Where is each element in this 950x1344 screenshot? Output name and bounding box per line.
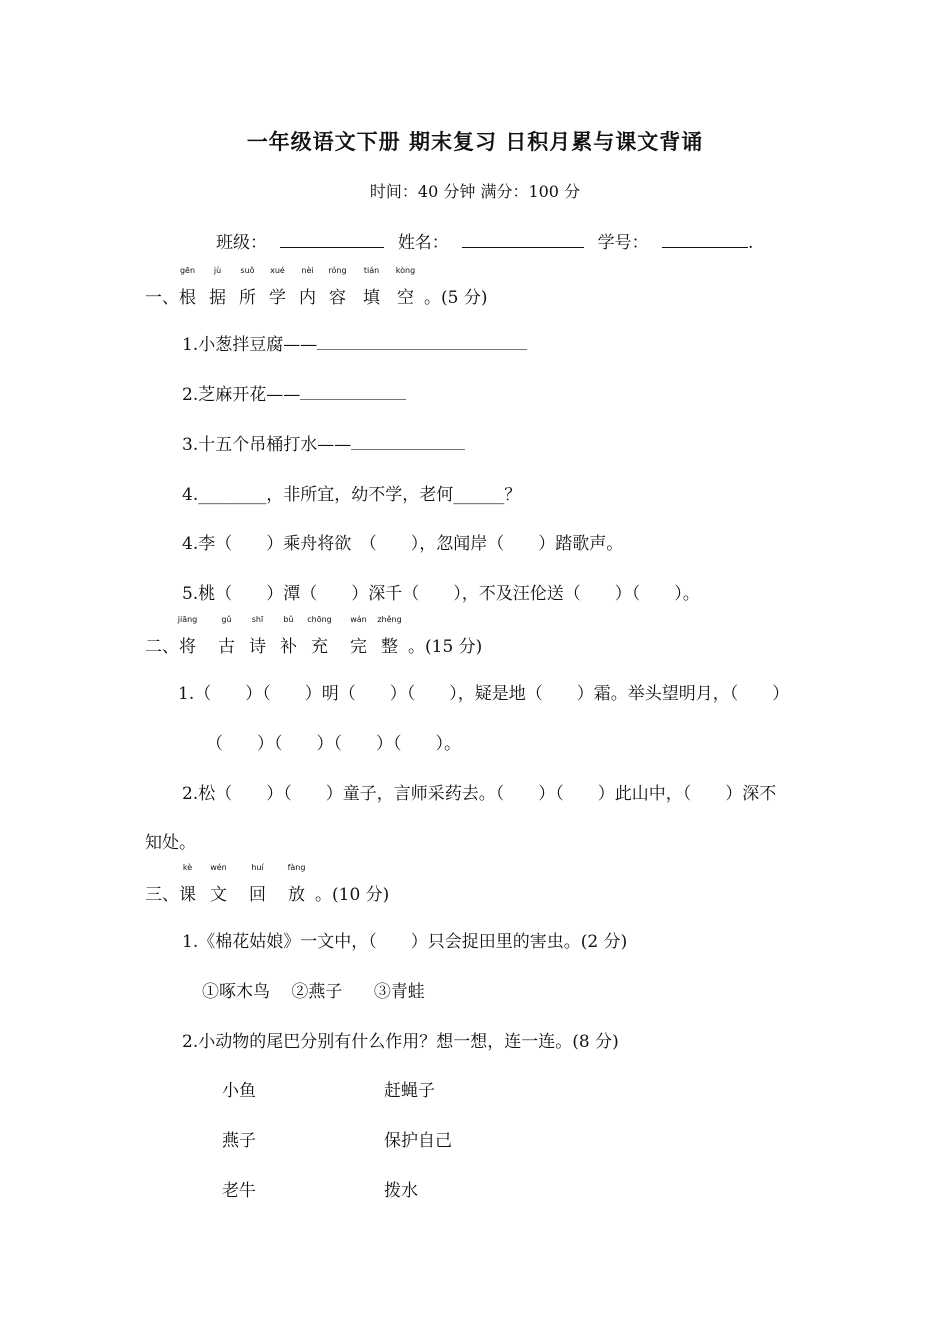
section-3-char: [287, 863, 306, 905]
match-right-3[interactable]: 拨水: [384, 1181, 418, 1201]
match-right-1[interactable]: 赶蝇子: [384, 1081, 435, 1101]
section-1-hanzi: 空: [397, 288, 414, 308]
exam-time-score: 时间：40 分钟 满分：100 分: [369, 182, 581, 201]
s2-q1-line2: （ ）（ ）（ ）（ ）。: [206, 734, 461, 754]
section-1-number: 一、: [145, 288, 179, 308]
section-3-char: [179, 863, 196, 905]
section-2-points: 。(15 分): [408, 637, 483, 657]
s1-q1-blank[interactable]: [317, 335, 527, 350]
option-b[interactable]: ②燕子: [291, 982, 343, 1002]
section-3-heading: [145, 863, 390, 905]
section-1-pinyin: nèi: [301, 266, 314, 275]
section-2-hanzi: 完: [350, 637, 367, 657]
id-blank[interactable]: [662, 233, 748, 248]
s1-q2-blank[interactable]: [300, 385, 406, 400]
section-2-pinyin: chōng: [307, 615, 332, 624]
section-2-pinyin: zhěng: [377, 615, 402, 624]
section-1-pinyin: kòng: [395, 266, 416, 275]
section-2-hanzi: 补: [280, 637, 297, 657]
section-1-hanzi: 内: [299, 288, 316, 308]
section-3-hanzi: 回: [249, 885, 266, 905]
section-1-char: [209, 266, 226, 308]
s1-q1: [182, 330, 527, 355]
section-1-hanzi: 学: [269, 288, 286, 308]
section-3-pinyin: huí: [251, 863, 264, 872]
section-3-points: 。(10 分): [315, 885, 390, 905]
section-3-pinyin: kè: [182, 863, 193, 872]
section-2-char: [307, 615, 332, 657]
section-2-char: [377, 615, 402, 657]
section-2-hanzi: 古: [218, 637, 235, 657]
s1-q3: [182, 430, 465, 455]
section-3-hanzi: 课: [179, 885, 196, 905]
section-2-char: [177, 615, 198, 657]
section-1-pinyin: xué: [270, 266, 285, 275]
section-2-heading: [145, 615, 483, 657]
section-3-hanzi: 放: [288, 885, 305, 905]
s1-q3-blank[interactable]: [351, 435, 465, 450]
class-blank[interactable]: [280, 233, 384, 248]
s3-q2: 2.小动物的尾巴分别有什么作用？想一想，连一连。(8 分): [182, 1032, 619, 1052]
section-3-hanzi: 文: [210, 885, 227, 905]
page-title: 一年级语文下册 期末复习 日积月累与课文背诵: [246, 130, 704, 154]
section-1-pinyin: gēn: [179, 266, 196, 275]
section-2-hanzi: 充: [311, 637, 328, 657]
option-c[interactable]: ③青蛙: [373, 982, 425, 1002]
section-1-pinyin: róng: [328, 266, 347, 275]
section-1-char: [395, 266, 416, 308]
section-2-hanzi: 整: [381, 637, 398, 657]
section-2-char: [350, 615, 367, 657]
section-3-char: [249, 863, 266, 905]
section-2-pinyin: gǔ: [221, 615, 232, 624]
match-right-2[interactable]: 保护自己: [384, 1131, 452, 1151]
section-1-hanzi: 根: [179, 288, 196, 308]
section-3-char: [210, 863, 227, 905]
section-2-pinyin: jiāng: [177, 615, 198, 624]
section-2-char: [218, 615, 235, 657]
info-end: .: [748, 233, 754, 253]
section-3-number: 三、: [145, 885, 179, 905]
match-left-3[interactable]: 老牛: [222, 1181, 256, 1201]
section-1-pinyin: tián: [363, 266, 380, 275]
section-1-points: 。(5 分): [424, 288, 488, 308]
section-1-pinyin: suǒ: [240, 266, 255, 275]
section-2-pinyin: shī: [251, 615, 264, 624]
section-1-char: [269, 266, 286, 308]
section-2-hanzi: 将: [179, 637, 196, 657]
section-2-hanzi: 诗: [249, 637, 266, 657]
s2-q2-line2: 知处。: [145, 833, 196, 853]
match-left-1[interactable]: 小鱼: [222, 1081, 256, 1101]
section-2-pinyin: wán: [350, 615, 367, 624]
section-2-char: [249, 615, 266, 657]
section-1-char: [179, 266, 196, 308]
section-2-char: [280, 615, 297, 657]
id-label: 学号：: [597, 233, 649, 253]
s1-q1-text: 1.小葱拌豆腐——: [182, 335, 318, 355]
section-3-pinyin: wén: [210, 863, 227, 872]
section-1-char: [299, 266, 316, 308]
section-1-char: [363, 266, 380, 308]
student-info-row: [216, 228, 753, 253]
section-3-pinyin: fàng: [287, 863, 306, 872]
section-2-number: 二、: [145, 637, 179, 657]
s1-q3-text: 3.十五个吊桶打水——: [182, 435, 352, 455]
section-1-hanzi: 所: [239, 288, 256, 308]
class-label: 班级：: [216, 233, 267, 253]
section-1-hanzi: 填: [363, 288, 380, 308]
section-1-hanzi: 据: [209, 288, 226, 308]
section-1-hanzi: 容: [329, 288, 346, 308]
s1-q6: 5.桃（ ）潭（ ）深千（ ），不及汪伦送（ ）（ ）。: [182, 584, 700, 604]
name-blank[interactable]: [462, 233, 584, 248]
s3-q1: 1.《棉花姑娘》一文中，（ ）只会捉田里的害虫。(2 分): [182, 932, 628, 952]
match-left-2[interactable]: 燕子: [222, 1131, 256, 1151]
s2-q1-line1: 1.（ ）（ ）明（ ）（ ），疑是地（ ）霜。举头望明月，（ ）: [178, 684, 790, 704]
section-1-char: [239, 266, 256, 308]
s1-q5: 4.李（ ）乘舟将欲 （ ），忽闻岸（ ）踏歌声。: [182, 534, 624, 554]
s1-q2: [182, 380, 406, 405]
section-1-pinyin: jù: [213, 266, 222, 275]
name-label: 姓名：: [397, 233, 449, 253]
option-a[interactable]: ①啄木鸟: [202, 982, 270, 1002]
section-1-char: [328, 266, 347, 308]
s2-q2-line1: 2.松（ ）（ ）童子，言师采药去。（ ）（ ）此山中，（ ）深不: [182, 784, 777, 804]
s1-q2-text: 2.芝麻开花——: [182, 385, 301, 405]
s1-q4: 4.________，非所宜，幼不学，老何______？: [182, 485, 522, 505]
s3-q1-options: [202, 977, 425, 1002]
section-2-pinyin: bǔ: [283, 615, 294, 624]
section-1-heading: [145, 266, 488, 308]
